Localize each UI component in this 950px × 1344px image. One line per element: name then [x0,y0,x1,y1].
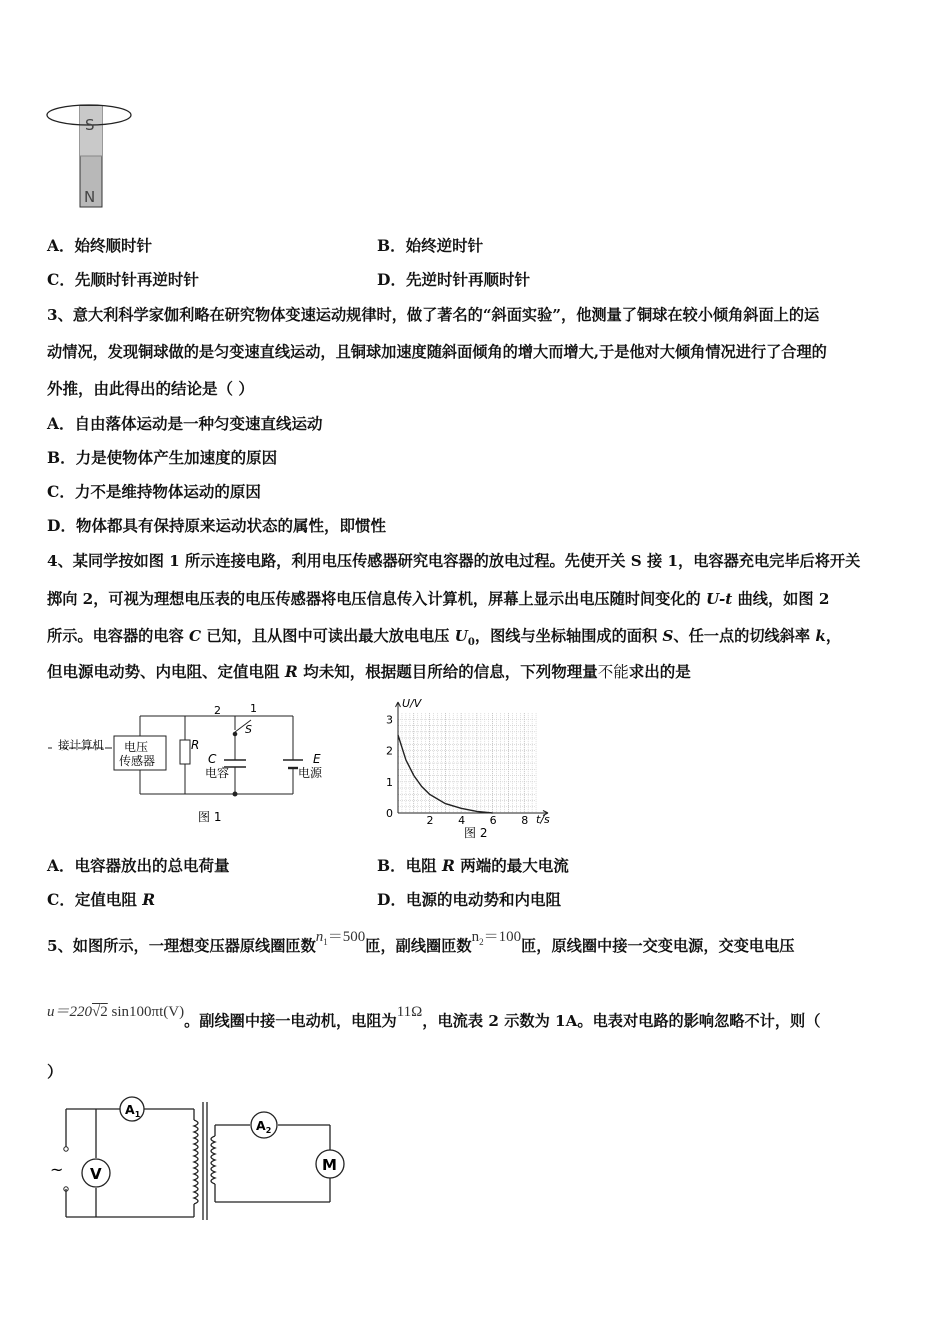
q5-stem-line-1: 5、如图所示，一理想变压器原线圈匝数$n_1=500$匝，副线圈匝数$n_2=100$匝，原线圈中接一交变电源，交变电电压 [47,929,795,955]
figure-1-caption: 图 1 [198,810,222,824]
x-tick-label: 6 [489,814,497,827]
y-tick-label: 3 [386,713,393,727]
q4-figure-1-circuit [40,696,335,828]
chart-y-axis-label: U/V [402,697,422,710]
sensor-label-1: 电压 [124,740,149,754]
q4-figure-2-chart [378,696,558,844]
magnet-figure [44,96,136,212]
source-e-label: E [313,752,321,766]
q4-stem-line-1: 4、某同学按如图 1 所示连接电路，利用电压传感器研究电容器的放电过程。先使开关 S 接 1，电容器充电完毕后将开关 [47,552,861,570]
q4-option-b: B．电阻 R 两端的最大电流 [377,856,569,875]
q5-stem-line-3: ） [47,1062,63,1081]
capacitor-c-label: C [208,752,217,766]
q5-transformer-circuit [46,1092,358,1226]
ammeter-a2-label: $A_2$ [256,1118,272,1135]
q4-stem-line-4: 但电源电动势、内电阻、定值电阻 R 均未知，根据题目所给的信息，下列物理量不能求出的是 [47,662,691,681]
computer-label: 接计算机 [58,738,104,752]
q3-stem-line-2: 动情况，发现铜球做的是匀变速直线运动，且铜球加速度随斜面倾角的增大而增大,于是他对大倾角情况进行了合理的 [47,343,827,361]
chart-grid [398,713,536,813]
q5-stem-line-2: u＝220√2 sin100πt(V)。副线圈中接一电动机，电阻为11Ω，电流表 2 示数为 1A。电表对电路的影响忽略不计，则（ [47,1004,821,1030]
capacitor-text: 电容 [205,766,230,780]
q4-option-c: C．定值电阻 R [47,890,156,909]
q2-option-a: A．始终顺时针 [47,236,153,255]
chart-axes [396,702,549,816]
source-text: 电源 [298,766,323,780]
x-tick-label: 2 [426,814,434,827]
x-tick-label: 8 [521,814,529,827]
magnet-s-label: S [85,116,95,134]
q2-option-c: C．先顺时针再逆时针 [47,270,199,289]
q2-option-b: B．始终逆时针 [377,236,484,255]
resistor-r [180,740,190,764]
switch-pos-2: 2 [214,704,221,717]
magnet-n-label: N [84,188,96,206]
switch-s-label: S [245,723,252,736]
y-tick-label: 1 [386,775,393,789]
q4-stem-line-2: 掷向 2，可视为理想电压表的电压传感器将电压信息传入计算机，屏幕上显示出电压随时间变化的 U-t 曲线，如图 2 [47,590,830,608]
x-tick-label: 4 [458,814,466,827]
figure-2-caption: 图 2 [464,826,488,840]
q3-option-c: C．力不是维持物体运动的原因 [47,482,261,501]
q3-option-d: D．物体都具有保持原来运动状态的属性，即惯性 [47,516,386,535]
q3-stem-line-1: 3、意大利科学家伽利略在研究物体变速运动规律时，做了著名的“斜面实验”，他测量了铜球在较小倾角斜面上的运 [47,306,820,324]
motor-label: M [322,1156,337,1174]
q3-stem-line-3: 外推，由此得出的结论是（ ） [47,379,254,398]
chart-x-axis-label: t/s [536,813,550,826]
q4-option-a: A．电容器放出的总电荷量 [47,856,230,875]
ammeter-a1-label: $A_1$ [125,1102,141,1119]
q4-stem-line-3: 所示。电容器的电容 C 已知，且从图中可读出最大放电电压 $U_0$，图线与坐标轴围成的面积 S、任一点的切线斜率 k， [47,627,842,649]
switch-pos-1: 1 [250,702,257,715]
terminal-top [64,1147,68,1151]
sensor-label-2: 传感器 [119,754,156,768]
y-tick-label: 2 [386,744,393,758]
voltmeter-label: V [90,1165,102,1183]
q4-option-d: D．电源的电动势和内电阻 [377,890,561,909]
q3-option-b: B．力是使物体产生加速度的原因 [47,448,278,467]
ac-source-symbol: ~ [50,1160,64,1179]
q2-option-d: D．先逆时针再顺时针 [377,270,530,289]
resistor-label: R [191,738,200,752]
q3-option-a: A．自由落体运动是一种匀变速直线运动 [47,414,323,433]
y-tick-label: 0 [386,807,393,820]
